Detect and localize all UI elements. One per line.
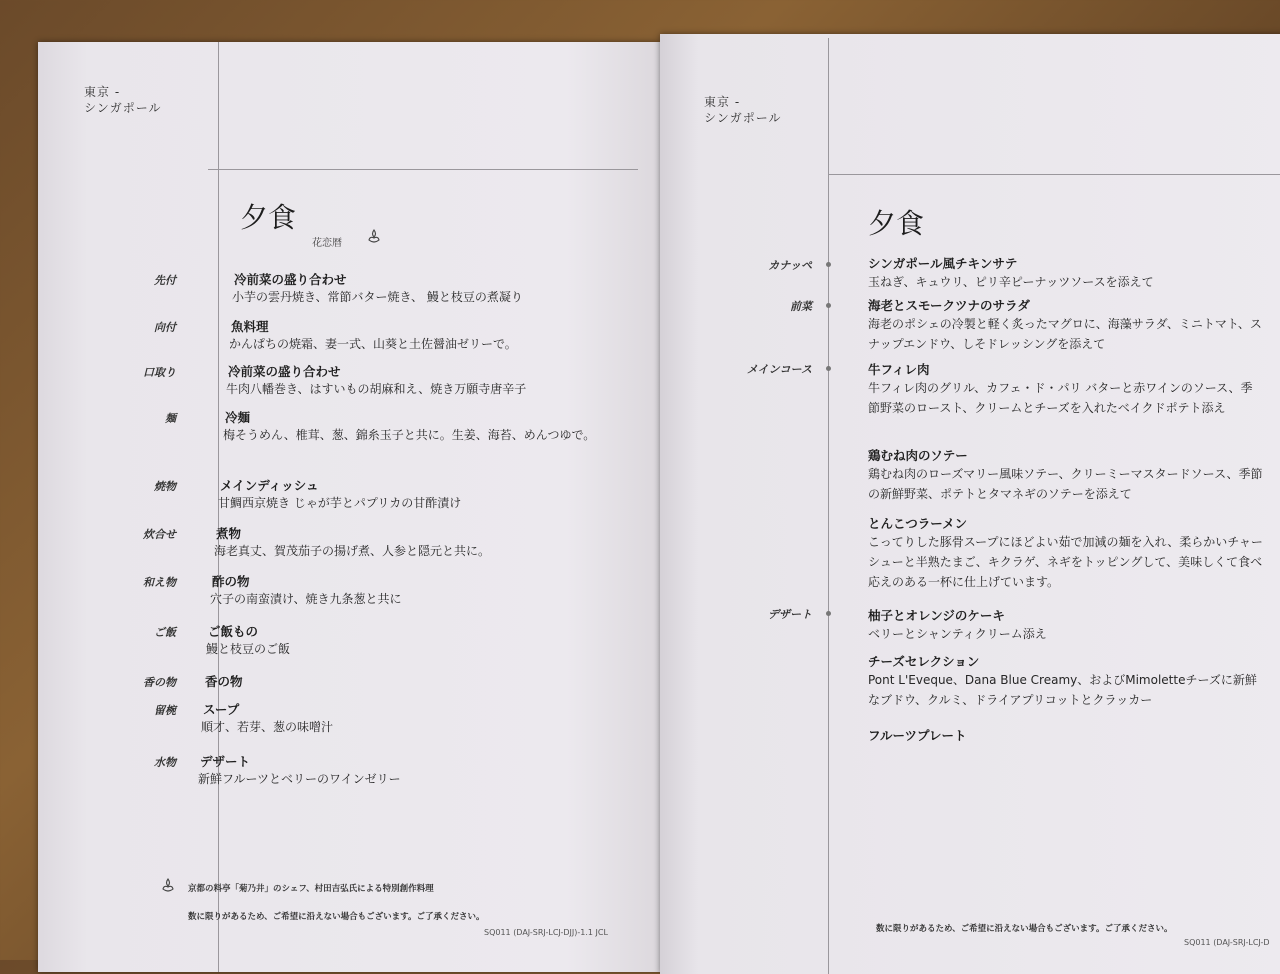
dish-name: 牛フィレ肉 (868, 362, 930, 377)
dish-name: シンガポール風チキンサテ (868, 256, 1018, 271)
dish-name: デザート (200, 754, 251, 769)
dish-description: 小芋の雲丹焼き、常節バター焼き、 鰻と枝豆の煮凝り (232, 290, 523, 304)
course-label: 口取り (143, 366, 176, 379)
dish-name: 柚子とオレンジのケーキ (868, 608, 1005, 623)
dish-name: ご飯もの (208, 624, 259, 639)
dish-description: 玉ねぎ、キュウリ、ピリ辛ピーナッツソースを添えて (868, 275, 1154, 289)
route-label: 東京 - シンガポール (704, 95, 782, 125)
course-label: 留椀 (154, 704, 176, 717)
course-label: 前菜 (790, 300, 812, 313)
menu-title: 夕食 (868, 207, 925, 240)
dish-description: 海老のポシェの冷製と軽く炙ったマグロに、海藻サラダ、ミニトマト、スナップエンドウ、しそドレッシングを添えて (868, 317, 1262, 351)
menu-code: SQ011 (DAJ-SRJ-LCJ-D (1184, 938, 1270, 947)
dish-name: 酢の物 (212, 574, 250, 589)
course-label: 麺 (165, 412, 176, 425)
course-marker-dot (826, 262, 831, 267)
chef-note: 京都の料亭「菊乃井」のシェフ、村田吉弘氏による特別創作料理 (188, 884, 434, 894)
dish-name: フルーツプレート (868, 728, 967, 743)
dish-name: 魚料理 (231, 319, 269, 334)
course-label: 向付 (154, 321, 176, 334)
dish-description: 鶏むね肉のローズマリー風味ソテー、クリーミーマスタードソース、季節の新鮮野菜、ポテトとタマネギのソテーを添えて (868, 467, 1263, 501)
dish-description: 穴子の南蛮漬け、焼き九条葱と共に (210, 592, 402, 606)
dish-name: スープ (203, 702, 240, 717)
dish-description: かんぱちの焼霜、妻一式、山葵と土佐醤油ゼリーで。 (229, 337, 517, 351)
dish-description: 甘鯛西京焼き じゃが芋とパプリカの甘酢漬け (218, 496, 462, 510)
course-label: デザート (768, 608, 812, 621)
dish-name: 煮物 (216, 526, 242, 541)
dish-name: メインディッシュ (220, 478, 319, 493)
dish-description: 梅そうめん、椎茸、葱、錦糸玉子と共に。生姜、海苔、めんつゆで。 (223, 428, 596, 442)
menu-code: SQ011 (DAJ-SRJ-LCJ-DJJ)-1.1 JCL (484, 928, 608, 937)
course-label: カナッペ (768, 259, 812, 272)
route-label: 東京 - シンガポール (84, 85, 162, 115)
course-marker-dot (826, 611, 831, 616)
left-menu-page (38, 42, 660, 972)
dish-name: 冷前菜の盛り合わせ (234, 272, 347, 287)
dish-name: 冷前菜の盛り合わせ (228, 364, 341, 379)
course-label: 水物 (154, 756, 176, 769)
right-menu-page (660, 34, 1280, 974)
availability-note: 数に限りがあるため、ご希望に沿えない場合もございます。ご了承ください。 (876, 924, 1173, 934)
dish-description: 牛肉八幡巻き、はすいもの胡麻和え、焼き万願寺唐辛子 (226, 382, 527, 396)
course-label: メインコース (746, 363, 812, 376)
left-page-divider-horizontal (208, 169, 638, 170)
course-label: 焼物 (154, 480, 176, 493)
dish-description: Pont L'Eveque、Dana Blue Creamy、およびMimoletteチーズに新鮮なブドウ、クルミ、ドライアプリコットとクラッカー (868, 673, 1257, 707)
availability-note: 数に限りがあるため、ご希望に沿えない場合もございます。ご了承ください。 (188, 912, 485, 922)
dish-description: 海老真丈、賀茂茄子の揚げ煮、人参と隠元と共に。 (214, 544, 491, 558)
menu-title: 夕食 (240, 201, 297, 234)
dish-name: 香の物 (205, 674, 243, 689)
dish-name: 鶏むね肉のソテー (868, 448, 968, 463)
menu-subtitle: 花恋暦 (312, 238, 342, 249)
chef-note-icon (160, 877, 176, 893)
course-label: 和え物 (143, 576, 176, 589)
dish-description: 新鮮フルーツとベリーのワインゼリー (198, 772, 401, 786)
dish-name: チーズセレクション (868, 654, 980, 669)
dish-name: とんこつラーメン (868, 516, 968, 531)
course-label: ご飯 (154, 626, 176, 639)
course-label: 先付 (154, 274, 176, 287)
dish-description: ベリーとシャンティクリーム添え (868, 627, 1047, 641)
dish-name: 冷麺 (225, 410, 251, 425)
course-label: 炊合せ (143, 528, 176, 541)
right-page-divider-vertical (828, 38, 829, 974)
course-marker-dot (826, 303, 831, 308)
course-label: 香の物 (143, 676, 176, 689)
dish-description: 鰻と枝豆のご飯 (206, 642, 291, 656)
chef-special-icon (366, 228, 382, 244)
dish-name: 海老とスモークツナのサラダ (868, 298, 1030, 313)
course-marker-dot (826, 366, 831, 371)
dish-description: 順才、若芽、葱の味噌汁 (201, 720, 334, 734)
right-page-divider-horizontal (828, 174, 1280, 175)
dish-description: こってりした豚骨スープにほどよい茹で加減の麺を入れ、柔らかいチャーシューと半熟たまご、キクラゲ、ネギをトッピングして、美味しくて食べ応えのある一杯に仕上げています。 (868, 535, 1263, 589)
dish-description: 牛フィレ肉のグリル、カフェ・ド・パリ バターと赤ワインのソース、季節野菜のロースト、クリームとチーズを入れたベイクドポテト添え (868, 381, 1253, 415)
